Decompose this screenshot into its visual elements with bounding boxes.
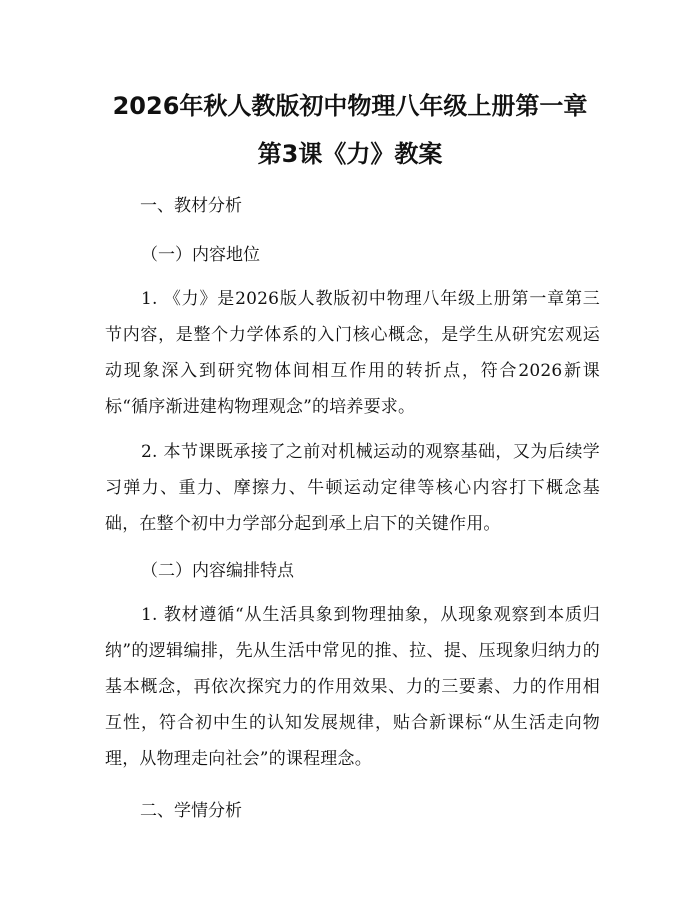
subsection-heading-content-arrangement: （二）内容编排特点 (141, 561, 294, 581)
section-heading-textbook-analysis: 一、教材分析 (140, 196, 242, 216)
subsection-heading-content-position: （一）内容地位 (141, 245, 260, 265)
document-title-line1: 2026年秋人教版初中物理八年级上册第一章 (112, 92, 588, 120)
document-title-line2: 第3课《力》教案 (257, 140, 443, 168)
section-heading-learner-analysis: 二、学情分析 (140, 801, 242, 821)
paragraph-2: 2. 本节课既承接了之前对机械运动的观察基础，又为后续学习弹力、重力、摩擦力、牛顿运动定律等核心内容打下概念基础，在整个初中力学部分起到承上启下的关键作用。 (105, 442, 600, 534)
paragraph-3: 1. 教材遵循“从生活具象到物理抽象，从现象观察到本质归纳”的逻辑编排，先从生活中常见的推、拉、提、压现象归纳力的基本概念，再依次探究力的作用效果、力的三要素、力的作用相互性，符合初中生的认知发展规律，贴合新课标“从生活走向物理，从物理走向社会”的课程理念。 (105, 605, 600, 769)
paragraph-1: 1. 《力》是2026版人教版初中物理八年级上册第一章第三节内容，是整个力学体系的入门核心概念，是学生从研究宏观运动现象深入到研究物体间相互作用的转折点，符合2026新课标“循序渐进建构物理观念”的培养要求。 (105, 289, 600, 417)
